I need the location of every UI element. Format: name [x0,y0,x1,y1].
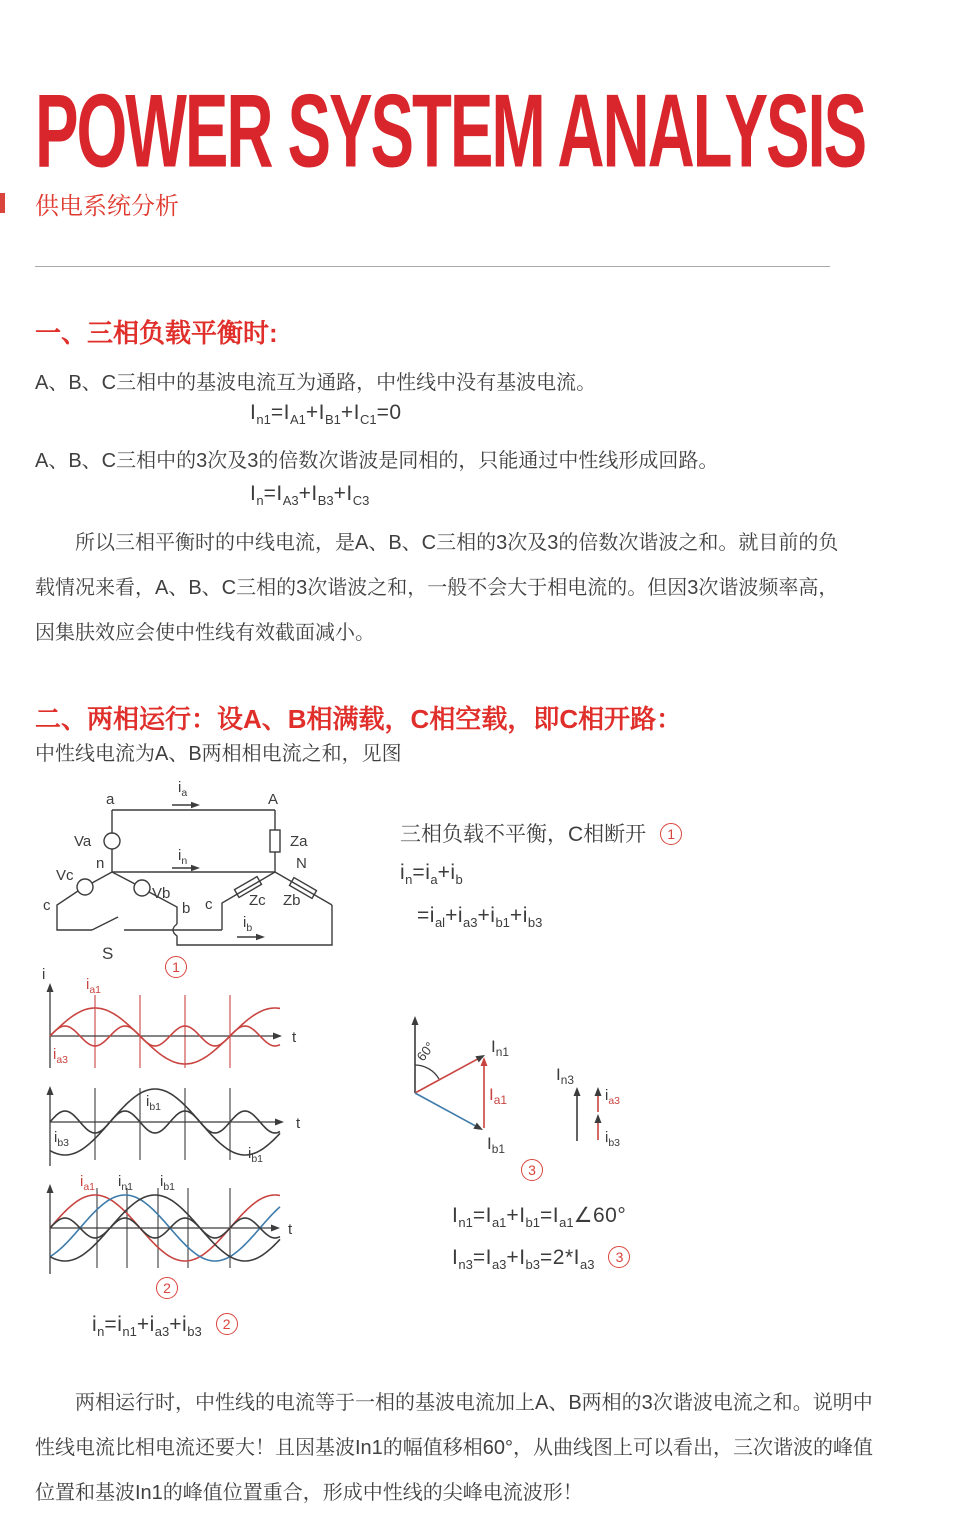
svg-text:in1: $i_{n1}$ [118,1174,134,1193]
svg-text:ia3: $i_{a3}$ [605,1087,621,1107]
angle-arc [415,1065,439,1079]
current-arrows [172,802,265,940]
waveform-plot-combined [30,1174,320,1290]
section1-para3: 所以三相平衡时的中线电流，是A、B、C三相的3次及3的倍数次谐波之和。就目前的负载情况来看，A、B、C三相的3次谐波之和，一般不会大于相电流的。但因3次谐波频率高，因集肤效应会使中性线有效截面减小。 [35,532,839,644]
svg-text:a: a [106,791,115,808]
svg-text:In3: $I_{n3}$ [556,1065,574,1087]
page-edge-mark [0,193,5,213]
svg-text:A: A [268,791,279,808]
waveform-plot-phase-a [30,965,320,1077]
svg-text:n: n [96,855,105,872]
svg-text:ia3: $i_{a3}$ [53,1046,69,1066]
svg-text:b: b [182,900,191,917]
svg-text:ia1: $i_{a1}$ [86,976,102,996]
phasor-diagram [395,1000,685,1160]
svg-text:in: $i_n$ [178,847,188,867]
svg-text:ib: $i_b$ [243,914,253,934]
svg-text:N: N [296,855,307,872]
phasor-labels [414,1037,621,1156]
svg-text:ib3: $i_{b3}$ [54,1129,70,1149]
divider [35,266,830,267]
formula-In3: $I_{n3}=I_{a3}+I_{b3}=2*I_{a3}$ [452,1246,595,1273]
svg-text:Vc: Vc [56,867,74,884]
page-subtitle: 供电系统分析 [35,193,179,220]
svg-text:ia: $i_a$ [178,779,188,799]
formula-sum: $i_n=i_{n1}+i_{a3}+i_{b3}$ [92,1313,202,1340]
svg-text:Va: Va [74,833,92,850]
figure-area [0,775,960,1367]
svg-text:Za: Za [290,833,308,850]
svg-text:ib1: $i_{b1}$ [248,1145,264,1165]
svg-text:c: c [43,897,51,914]
waveform-plot-phase-b [30,1078,320,1174]
section1-heading: 一、三相负载平衡时: [35,318,278,348]
section1-para2: A、B、C三相中的3次及3的倍数次谐波是同相的，只能通过中性线形成回路。 [35,450,719,472]
formula-in: $i_n=i_a+i_b$ [400,861,463,888]
formula-In1: $I_{n1}=I_{a1}+I_{b1}=I_{a1}\angle 60^\circ$ [452,1204,627,1231]
svg-text:ib1: $i_{b1}$ [160,1174,176,1193]
svg-text:c: c [205,896,213,913]
plot-ia-labels [42,966,297,1066]
page-title: POWER SYSTEM ANALYSIS [35,73,866,190]
svg-text:ia1: $i_{a1}$ [80,1174,96,1193]
figure-badge-2: 2 [156,1277,178,1299]
formula-harmonic: $I_n=I_{A3}+I_{B3}+I_{C3}$ [250,482,370,509]
svg-text:S: S [102,944,114,963]
section2-heading: 二、两相运行：设A、B相满载，C相空载，即C相开路： [35,704,683,734]
formula-fundamental: $I_{n1}=I_{A1}+I_{B1}+I_{C1}=0$ [250,401,402,428]
svg-text:Zb: Zb [283,892,301,909]
circuit-diagram [40,778,400,978]
formula-In3-row [452,1246,630,1272]
unbalance-note: 三相负载不平衡，C相断开 1 [400,818,682,848]
svg-text:Zc: Zc [249,892,266,909]
badge-1: 1 [660,823,682,845]
closing-paragraph: 两相运行时，中性线的电流等于一相的基波电流加上A、B两相的3次谐波电流之和。说明中性线电流比相电流还要大！且因基波In1的幅值移相60°，从曲线图上可以看出，三次谐波的峰值位置和基波In1的峰值位置重合，形成中性线的尖峰电流波形！ [35,1392,874,1504]
formula-sum-row [92,1313,238,1339]
svg-text:60°: 60° [413,1039,438,1064]
svg-text:ib1: $i_{b1}$ [146,1093,162,1113]
svg-text:t: t [288,1221,293,1238]
figure-badge-3: 3 [521,1159,543,1181]
svg-text:Ia1: $I_{a1}$ [489,1085,507,1107]
badge-2-inline: 2 [216,1313,238,1335]
svg-text:i: i [42,966,46,983]
svg-text:In1: $I_{n1}$ [491,1037,509,1059]
svg-text:Vb: Vb [152,885,171,902]
section2-intro: 中性线电流为A、B两相相电流之和，见图 [35,743,402,765]
section1-para1: A、B、C三相中的基波电流互为通路，中性线中没有基波电流。 [35,372,597,394]
svg-text:t: t [296,1115,301,1132]
svg-text:ib3: $i_{b3}$ [605,1129,621,1149]
formula-in-expanded: $=i_{al}+i_{a3}+i_{b1}+i_{b3}$ [417,904,543,931]
figure-badge-1: 1 [165,956,187,978]
badge-3-inline: 3 [608,1246,630,1268]
plot-ib-labels [54,1093,301,1165]
svg-text:t: t [292,1029,297,1046]
svg-text:Ib1: $I_{b1}$ [487,1134,505,1156]
